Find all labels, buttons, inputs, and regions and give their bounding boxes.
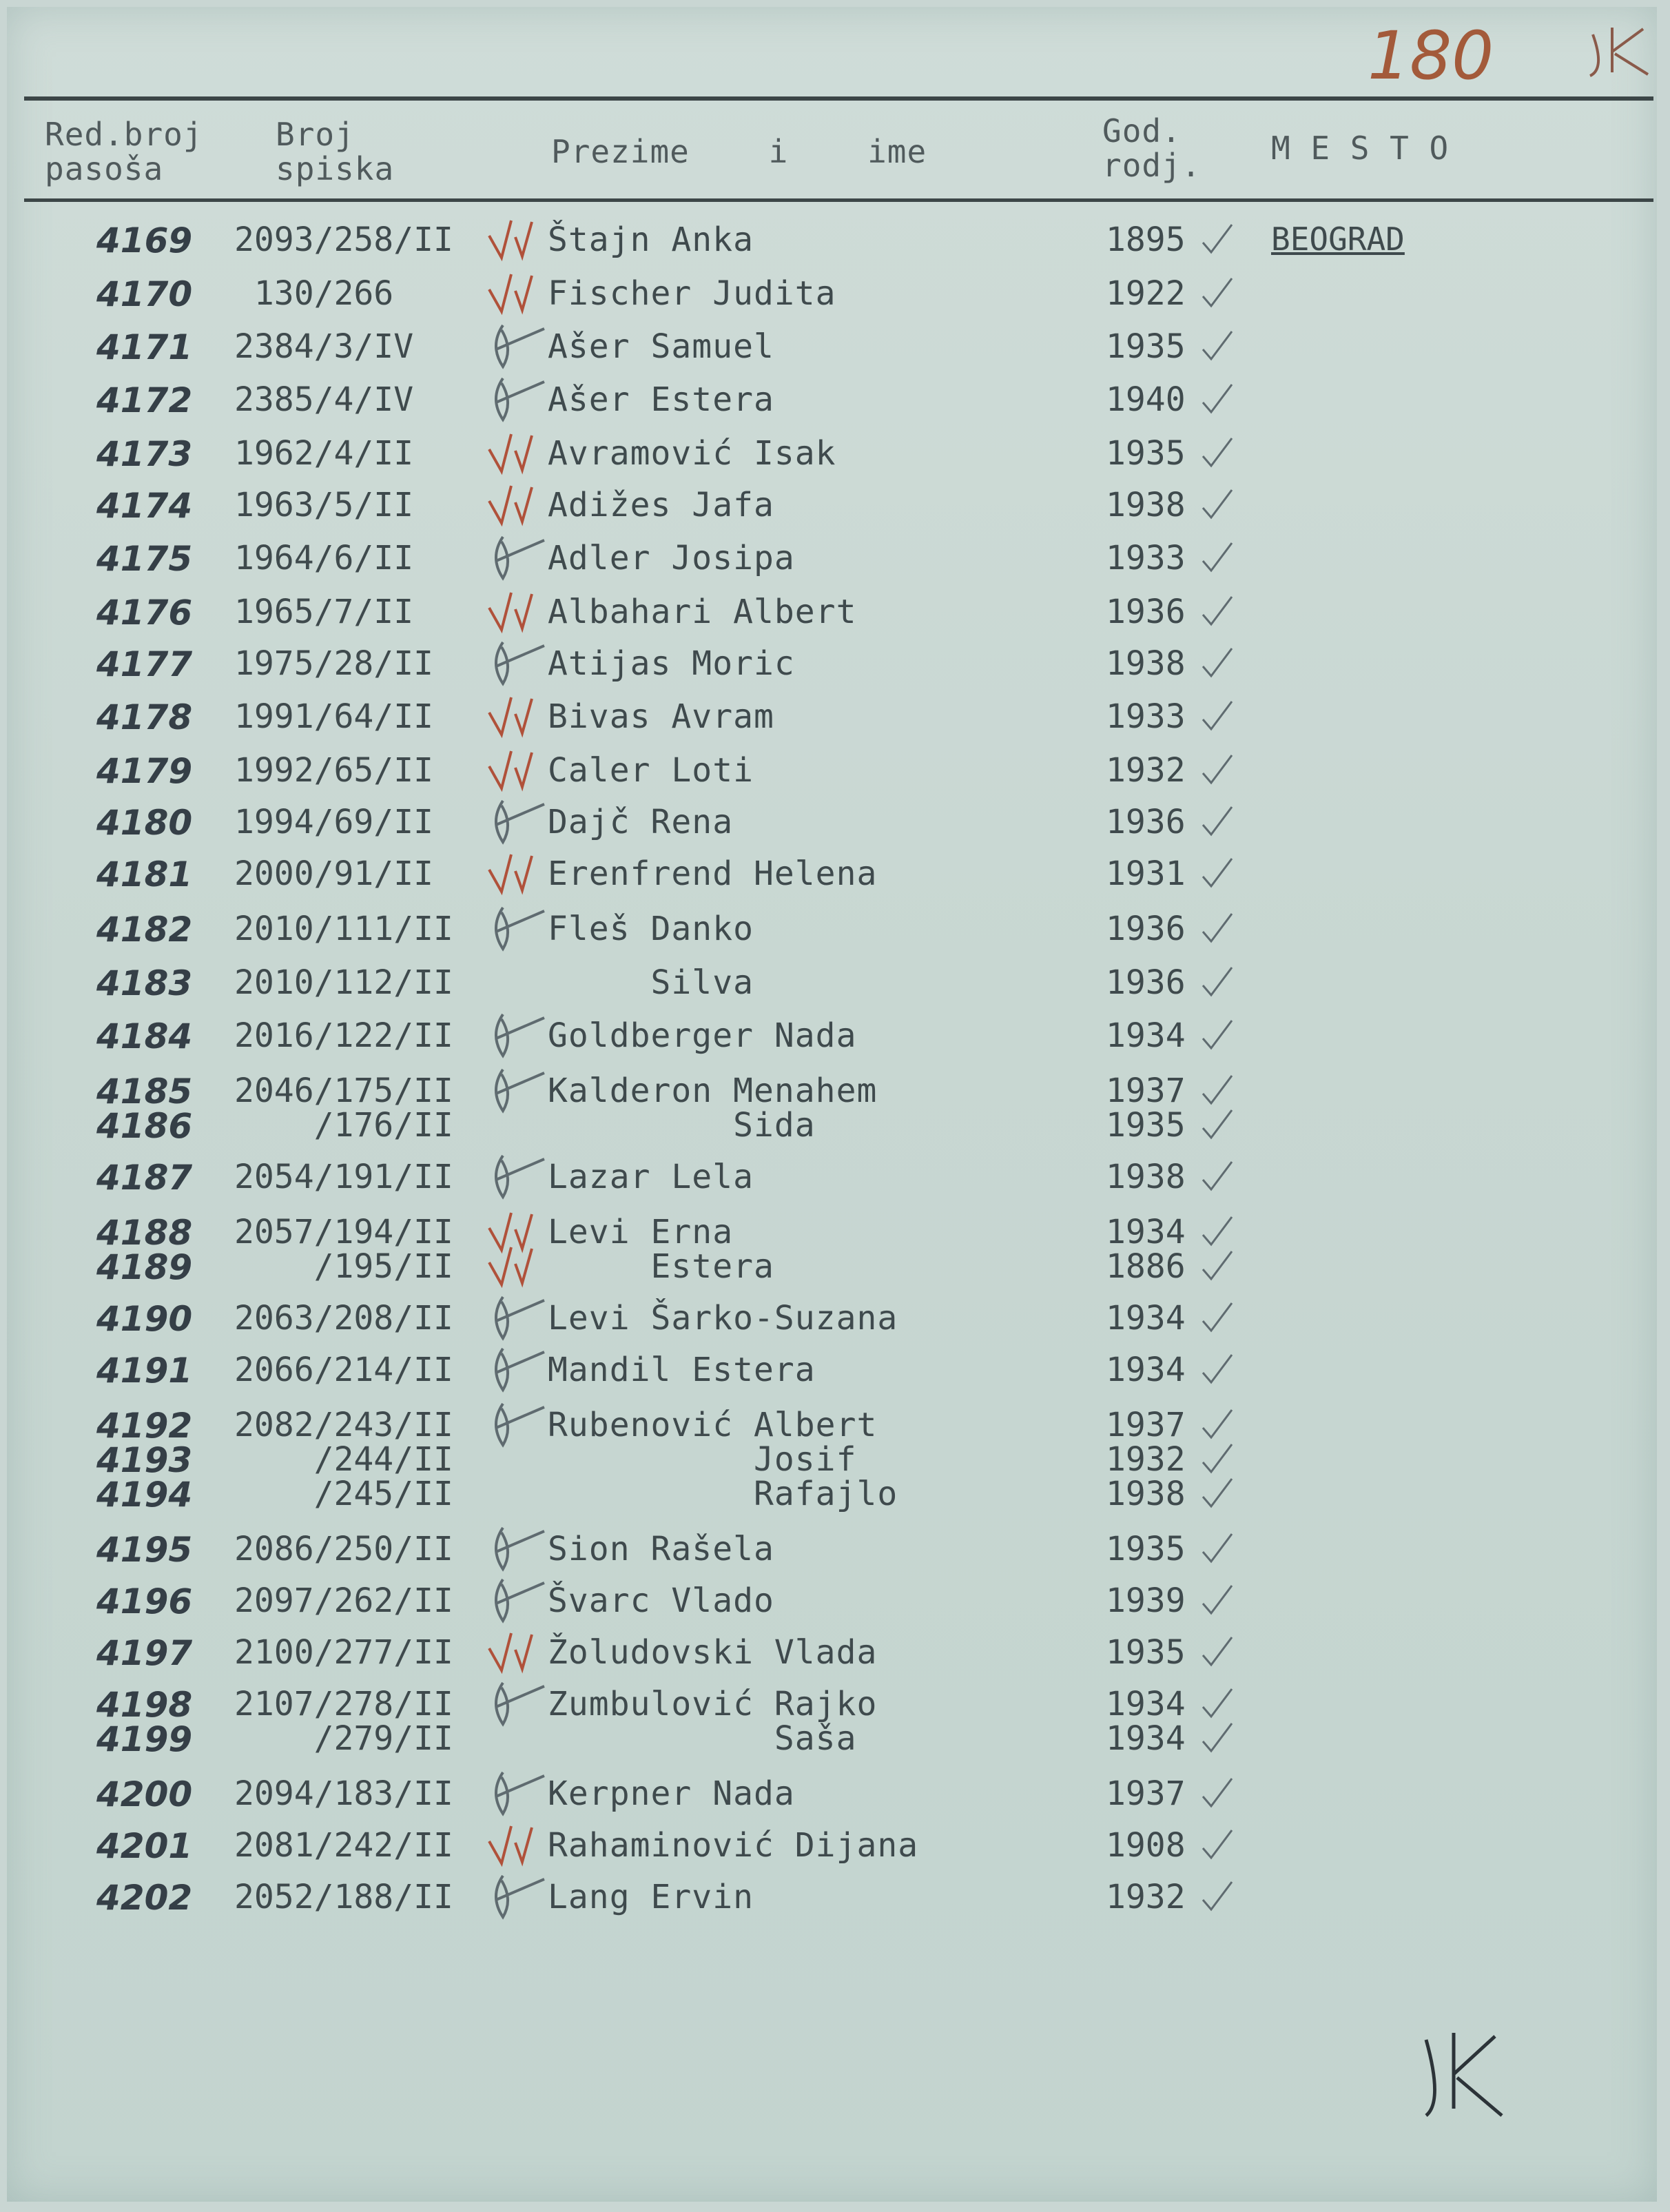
- birth-year: 1931: [1106, 854, 1186, 893]
- table-row: [0, 274, 1670, 316]
- person-name: Silva: [548, 963, 754, 1002]
- table-row: [0, 751, 1670, 792]
- year-check-icon: [1197, 270, 1239, 311]
- birth-year: 1938: [1106, 1475, 1186, 1513]
- person-name: Estera: [548, 1247, 774, 1286]
- birth-year: 1936: [1106, 910, 1186, 948]
- table-row: [0, 1581, 1670, 1623]
- person-name: Lang Ervin: [548, 1878, 754, 1916]
- year-check-icon: [1197, 323, 1239, 365]
- person-name: Bivas Avram: [548, 697, 774, 736]
- table-row: [0, 910, 1670, 951]
- birth-year: 1935: [1106, 327, 1186, 366]
- list-number: 1975/28/II: [234, 644, 433, 683]
- table-row: [0, 539, 1670, 580]
- person-name: Rafajlo: [548, 1475, 898, 1513]
- list-number: /244/II: [234, 1440, 453, 1479]
- year-check-icon: [1197, 1874, 1239, 1915]
- birth-year: 1934: [1106, 1016, 1186, 1055]
- table-row: [0, 644, 1670, 686]
- passport-number: 4189: [96, 1247, 193, 1287]
- list-number: 1964/6/II: [234, 539, 414, 577]
- table-row: [0, 434, 1670, 475]
- table-row: [0, 1299, 1670, 1340]
- person-name: Zumbulović Rajko: [548, 1685, 878, 1723]
- birth-year: 1938: [1106, 1158, 1186, 1196]
- list-number: 2010/112/II: [234, 963, 453, 1002]
- pencil-mark-icon: [482, 322, 551, 370]
- page-number: 180: [1368, 17, 1494, 94]
- person-name: Avramović Isak: [548, 434, 836, 473]
- birth-year: 1922: [1106, 274, 1186, 313]
- passport-number: 4173: [96, 434, 193, 474]
- person-name: Josif: [548, 1440, 857, 1479]
- person-name: Mandil Estera: [548, 1351, 816, 1389]
- column-header-place: M E S T O: [1271, 130, 1450, 167]
- list-number: 2010/111/II: [234, 910, 453, 948]
- person-name: Ašer Samuel: [548, 327, 774, 366]
- person-name: Ašer Estera: [548, 380, 774, 419]
- person-name: Kerpner Nada: [548, 1774, 795, 1813]
- year-check-icon: [1197, 1295, 1239, 1336]
- column-header-passport: Red.broj pasoša: [45, 116, 203, 187]
- passport-number: 4172: [96, 380, 193, 420]
- passport-number: 4194: [96, 1475, 193, 1515]
- birth-year: 1938: [1106, 644, 1186, 683]
- header-bottom-rule: [24, 198, 1653, 202]
- table-row: [0, 1106, 1670, 1147]
- column-header-year: God. rodj.: [1102, 112, 1202, 184]
- passport-number: 4183: [96, 963, 193, 1003]
- passport-number: 4177: [96, 644, 193, 684]
- person-name: Kalderon Menahem: [548, 1072, 878, 1110]
- list-number: 2385/4/IV: [234, 380, 414, 419]
- passport-number: 4170: [96, 274, 193, 314]
- birth-year: 1934: [1106, 1719, 1186, 1758]
- pencil-mark-icon: [482, 1524, 551, 1573]
- passport-number: 4200: [96, 1774, 193, 1814]
- passport-number: 4196: [96, 1581, 193, 1621]
- pencil-mark-icon: [482, 375, 551, 423]
- birth-year: 1886: [1106, 1247, 1186, 1286]
- birth-year: 1935: [1106, 1530, 1186, 1568]
- list-number: 2081/242/II: [234, 1826, 453, 1865]
- year-check-icon: [1197, 905, 1239, 947]
- person-name: Sida: [548, 1106, 816, 1145]
- list-number: 1994/69/II: [234, 803, 433, 841]
- table-row: [0, 327, 1670, 369]
- passport-number: 4182: [96, 910, 193, 950]
- pencil-mark-icon: [482, 1011, 551, 1059]
- list-number: 2052/188/II: [234, 1878, 453, 1916]
- birth-year: 1932: [1106, 1440, 1186, 1479]
- checkmark-icon: [482, 269, 551, 317]
- pencil-mark-icon: [482, 639, 551, 687]
- passport-number: 4190: [96, 1299, 193, 1339]
- list-number: 130/266: [234, 274, 394, 313]
- birth-year: 1939: [1106, 1581, 1186, 1620]
- list-number: 1965/7/II: [234, 593, 414, 631]
- person-name: Goldberger Nada: [548, 1016, 857, 1055]
- table-row: [0, 1633, 1670, 1675]
- column-header-name: Prezime i ime: [551, 133, 927, 170]
- header-top-rule: [24, 96, 1653, 101]
- list-number: /245/II: [234, 1475, 453, 1513]
- birth-year: 1938: [1106, 486, 1186, 524]
- passport-number: 4179: [96, 751, 193, 791]
- table-row: [0, 1158, 1670, 1199]
- person-name: Albahari Albert: [548, 593, 857, 631]
- person-name: Caler Loti: [548, 751, 754, 790]
- person-name: Adižes Jafa: [548, 486, 774, 524]
- passport-number: 4185: [96, 1072, 193, 1112]
- checkmark-icon: [482, 849, 551, 897]
- list-number: 1991/64/II: [234, 697, 433, 736]
- table-row: [0, 380, 1670, 422]
- person-name: Žoludovski Vlada: [548, 1633, 878, 1672]
- pencil-mark-icon: [482, 797, 551, 846]
- passport-number: 4181: [96, 854, 193, 894]
- passport-number: 4193: [96, 1440, 193, 1480]
- year-check-icon: [1197, 1770, 1239, 1812]
- passport-number: 4198: [96, 1685, 193, 1725]
- table-row: [0, 593, 1670, 634]
- year-check-icon: [1197, 1526, 1239, 1567]
- birth-year: 1932: [1106, 1878, 1186, 1916]
- passport-number: 4192: [96, 1406, 193, 1446]
- list-number: /176/II: [234, 1106, 453, 1145]
- birth-year: 1934: [1106, 1299, 1186, 1338]
- table-row: [0, 1878, 1670, 1919]
- list-number: 2082/243/II: [234, 1406, 453, 1444]
- passport-number: 4191: [96, 1351, 193, 1391]
- birth-year: 1937: [1106, 1072, 1186, 1110]
- person-name: Rahaminović Dijana: [548, 1826, 919, 1865]
- checkmark-icon: [482, 692, 551, 740]
- pencil-mark-icon: [482, 533, 551, 582]
- list-number: /195/II: [234, 1247, 453, 1286]
- checkmark-icon: [482, 746, 551, 794]
- signature-bottom: [1419, 2019, 1516, 2140]
- list-number: 2086/250/II: [234, 1530, 453, 1568]
- checkmark-icon: [482, 587, 551, 635]
- table-row: [0, 1774, 1670, 1816]
- list-number: 2384/3/IV: [234, 327, 414, 366]
- table-row: [0, 1351, 1670, 1392]
- list-number: 2016/122/II: [234, 1016, 453, 1055]
- year-check-icon: [1197, 588, 1239, 630]
- year-check-icon: [1197, 1822, 1239, 1863]
- year-check-icon: [1197, 376, 1239, 418]
- birth-year: 1908: [1106, 1826, 1186, 1865]
- birth-year: 1936: [1106, 593, 1186, 631]
- passport-number: 4174: [96, 486, 193, 526]
- passport-number: 4184: [96, 1016, 193, 1056]
- passport-number: 4199: [96, 1719, 193, 1759]
- table-row: [0, 1530, 1670, 1571]
- year-check-icon: [1197, 640, 1239, 682]
- list-number: 2097/262/II: [234, 1581, 453, 1620]
- list-number: 2100/277/II: [234, 1633, 453, 1672]
- person-name: Erenfrend Helena: [548, 854, 878, 893]
- year-check-icon: [1197, 1577, 1239, 1619]
- year-check-icon: [1197, 693, 1239, 735]
- year-check-icon: [1197, 959, 1239, 1001]
- list-number: 1963/5/II: [234, 486, 414, 524]
- checkmark-icon: [482, 1821, 551, 1869]
- year-check-icon: [1197, 1243, 1239, 1284]
- passport-number: 4171: [96, 327, 193, 367]
- initials-stamp-top: [1585, 21, 1660, 92]
- person-name: Lazar Lela: [548, 1158, 754, 1196]
- person-name: Fischer Judita: [548, 274, 836, 313]
- person-name: Rubenović Albert: [548, 1406, 878, 1444]
- year-check-icon: [1197, 747, 1239, 788]
- list-number: 2046/175/II: [234, 1072, 453, 1110]
- passport-number: 4169: [96, 221, 193, 260]
- table-row: [0, 486, 1670, 527]
- birth-year: 1935: [1106, 434, 1186, 473]
- year-check-icon: [1197, 1154, 1239, 1195]
- year-check-icon: [1197, 1102, 1239, 1143]
- birth-year: 1935: [1106, 1106, 1186, 1145]
- table-row: [0, 221, 1670, 262]
- table-row: [0, 1826, 1670, 1867]
- year-check-icon: [1197, 1012, 1239, 1054]
- list-number: 1992/65/II: [234, 751, 433, 790]
- person-name: Dajč Rena: [548, 803, 734, 841]
- list-number: /279/II: [234, 1719, 453, 1758]
- checkmark-icon: [482, 480, 551, 529]
- checkmark-icon: [482, 215, 551, 263]
- birth-year: 1937: [1106, 1774, 1186, 1813]
- table-row: [0, 1016, 1670, 1058]
- list-number: 2054/191/II: [234, 1158, 453, 1196]
- pencil-mark-icon: [482, 1293, 551, 1342]
- table-row: [0, 1475, 1670, 1516]
- passport-number: 4201: [96, 1826, 193, 1866]
- passport-number: 4188: [96, 1213, 193, 1253]
- list-number: 2094/183/II: [234, 1774, 453, 1813]
- birth-year: 1895: [1106, 221, 1186, 259]
- birth-year: 1933: [1106, 539, 1186, 577]
- year-check-icon: [1197, 430, 1239, 471]
- table-row: [0, 854, 1670, 896]
- person-name: Fleš Danko: [548, 910, 754, 948]
- table-row: [0, 963, 1670, 1005]
- person-name: Atijas Moric: [548, 644, 795, 683]
- person-name: Saša: [548, 1719, 857, 1758]
- list-number: 2093/258/II: [234, 221, 453, 259]
- checkmark-icon: [482, 429, 551, 477]
- passport-number: 4197: [96, 1633, 193, 1673]
- person-name: Levi Šarko-Suzana: [548, 1299, 898, 1338]
- pencil-mark-icon: [482, 904, 551, 952]
- pencil-mark-icon: [482, 1152, 551, 1200]
- passport-number: 4178: [96, 697, 193, 737]
- birth-year: 1935: [1106, 1633, 1186, 1672]
- person-name: Adler Josipa: [548, 539, 795, 577]
- passport-number: 4195: [96, 1530, 193, 1570]
- list-number: 2107/278/II: [234, 1685, 453, 1723]
- table-row: [0, 1719, 1670, 1761]
- table-row: [0, 803, 1670, 844]
- table-row: [0, 1247, 1670, 1289]
- passport-number: 4176: [96, 593, 193, 633]
- year-check-icon: [1197, 482, 1239, 523]
- birth-year: 1934: [1106, 1351, 1186, 1389]
- list-number: 2000/91/II: [234, 854, 433, 893]
- birth-year: 1933: [1106, 697, 1186, 736]
- year-check-icon: [1197, 216, 1239, 258]
- list-number: 1962/4/II: [234, 434, 414, 473]
- passport-number: 4175: [96, 539, 193, 579]
- year-check-icon: [1197, 1629, 1239, 1670]
- birth-year: 1936: [1106, 963, 1186, 1002]
- person-name: Štajn Anka: [548, 221, 754, 259]
- pencil-mark-icon: [482, 1872, 551, 1921]
- birth-year: 1934: [1106, 1685, 1186, 1723]
- person-name: Švarc Vlado: [548, 1581, 774, 1620]
- year-check-icon: [1197, 850, 1239, 892]
- birth-year: 1934: [1106, 1213, 1186, 1251]
- initials-signature-bottom: [1419, 2019, 1516, 2122]
- pencil-mark-icon: [482, 1576, 551, 1624]
- checkmark-icon: [482, 1628, 551, 1676]
- column-header-list: Broj spiska: [276, 116, 395, 187]
- passport-number: 4186: [96, 1106, 193, 1146]
- birth-year: 1932: [1106, 751, 1186, 790]
- table-row: [0, 697, 1670, 739]
- passport-number: 4180: [96, 803, 193, 843]
- year-check-icon: [1197, 1471, 1239, 1512]
- pencil-mark-icon: [482, 1345, 551, 1393]
- birth-year: 1940: [1106, 380, 1186, 419]
- initials-signature-top: [1585, 21, 1660, 83]
- passport-number: 4202: [96, 1878, 193, 1918]
- person-name: Sion Rašela: [548, 1530, 774, 1568]
- birth-year: 1936: [1106, 803, 1186, 841]
- checkmark-icon: [482, 1242, 551, 1290]
- birth-year: 1937: [1106, 1406, 1186, 1444]
- year-check-icon: [1197, 1346, 1239, 1388]
- year-check-icon: [1197, 535, 1239, 576]
- place-name: BEOGRAD: [1271, 221, 1405, 258]
- list-number: 2057/194/II: [234, 1213, 453, 1251]
- list-number: 2063/208/II: [234, 1299, 453, 1338]
- year-check-icon: [1197, 1715, 1239, 1757]
- passport-number: 4187: [96, 1158, 193, 1198]
- pencil-mark-icon: [482, 1769, 551, 1817]
- list-number: 2066/214/II: [234, 1351, 453, 1389]
- person-name: Levi Erna: [548, 1213, 734, 1251]
- year-check-icon: [1197, 799, 1239, 840]
